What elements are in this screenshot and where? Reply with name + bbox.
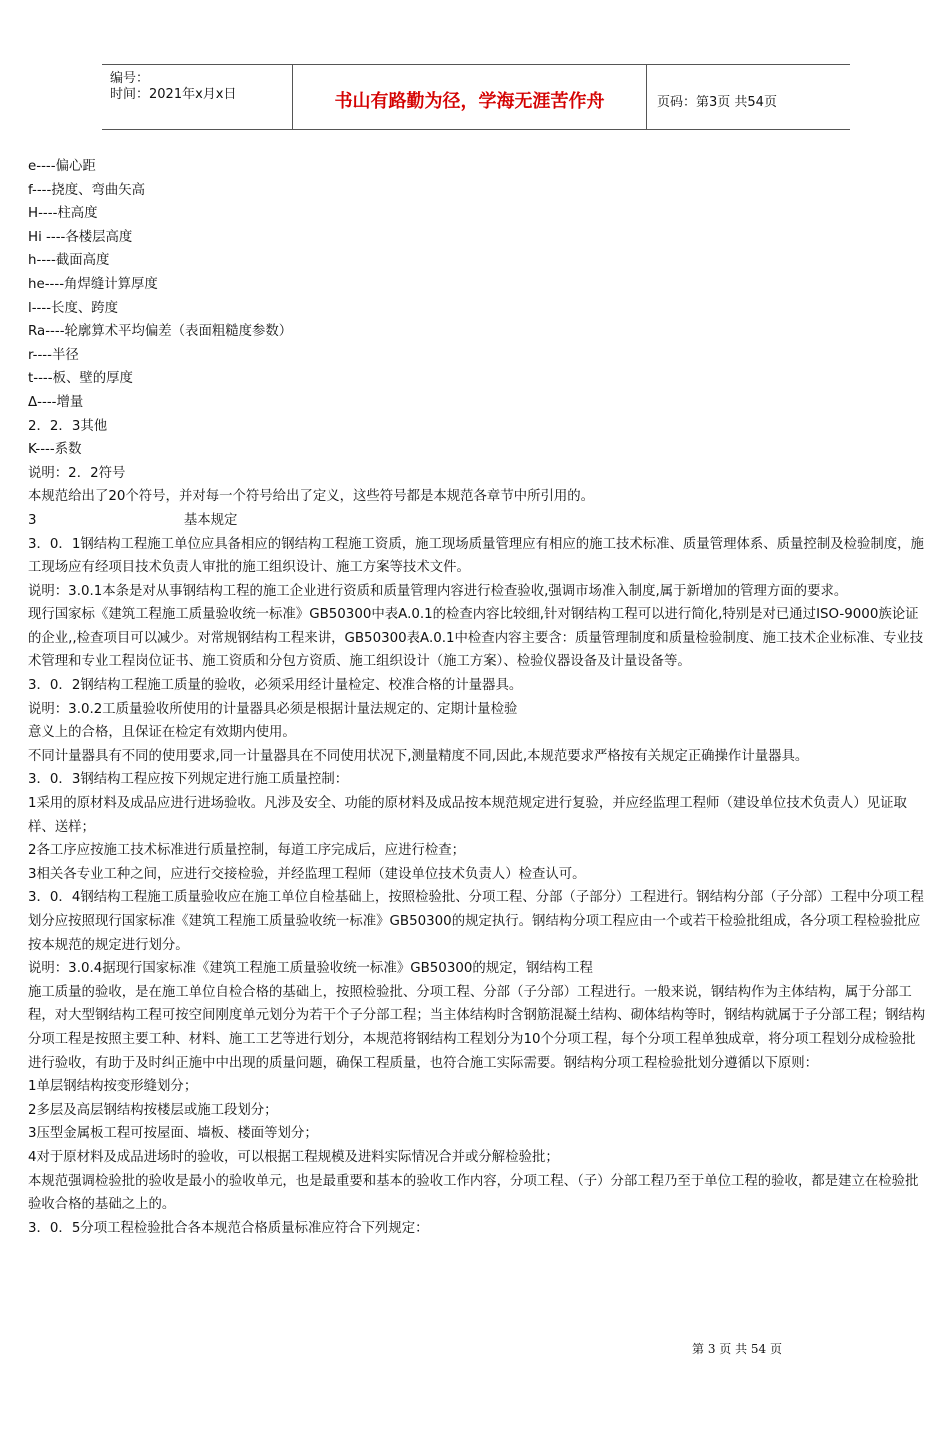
- text-line: f----挠度、弯曲矢高: [28, 182, 146, 198]
- text-line: 说明：2．2符号: [28, 465, 126, 481]
- text-line: e----偏心距: [28, 159, 96, 174]
- page-footer: 第 3 页 共 54 页: [692, 1342, 782, 1356]
- motto-text: 书山有路勤为径，学海无涯苦作舟: [334, 91, 605, 112]
- paragraph: 本规范给出了20个符号，并对每一个符号给出了定义，这些符号都是本规范各章节中所引用的。: [28, 489, 595, 505]
- paragraph: 3．0．3钢结构工程应按下列规定进行施工质量控制：: [28, 772, 349, 788]
- paragraph: 说明：3.0.2工质量验收所使用的计量器具必须是根据计量法规定的、定期计量检验: [28, 701, 518, 717]
- paragraph: 意义上的合格，且保证在检定有效期内使用。: [28, 725, 296, 741]
- paragraph: 3．0．4钢结构工程施工质量验收应在施工单位自检基础上，按照检验批、分项工程、分部（子部分）工程进行。钢结构分部（子分部）工程中分项工程划分应按照现行国家标准《建筑工程施工质量验收统一标准》GB50300的规定执行。钢结构分项工程应由一个或若干检验批组成，各分项工程检验批应按本规范的规定进行划分。: [28, 890, 924, 953]
- text-line: h----截面高度: [28, 253, 110, 269]
- page-info: 页码：第3页 共54页: [657, 95, 777, 110]
- paragraph: 说明：3.0.1本条是对从事钢结构工程的施工企业进行资质和质量管理内容进行检查验收,强调市场准入制度,属于新增加的管理方面的要求。: [28, 583, 848, 599]
- header-page-cell: [647, 65, 850, 129]
- list-item: 1单层钢结构按变形缝划分；: [28, 1079, 198, 1095]
- list-item: 1采用的原材料及成品应进行进场验收。凡涉及安全、功能的原材料及成品按本规范规定进行复验，并应经监理工程师（建设单位技术负责人）见证取样、送样；: [28, 796, 907, 835]
- header-meta-cell: [102, 65, 293, 129]
- paragraph: 说明：3.0.4据现行国家标准《建筑工程施工质量验收统一标准》GB50300的规定，钢结构工程: [28, 961, 593, 977]
- list-item: 2各工序应按施工技术标准进行质量控制，每道工序完成后，应进行检查；: [28, 843, 466, 859]
- paragraph: 3．0．5分项工程检验批合各本规范合格质量标准应符合下列规定：: [28, 1220, 429, 1236]
- paragraph: 不同计量器具有不同的使用要求,同一计量器具在不同使用状况下,测量精度不同,因此,本规范要求严格按有关规定正确操作计量器具。: [28, 748, 809, 764]
- page-header: [102, 64, 850, 130]
- paragraph: 本规范强调检验批的验收是最小的验收单元，也是最重要和基本的验收工作内容，分项工程、（子）分部工程乃至于单位工程的验收，都是建立在检验批验收合格的基础之上的。: [28, 1173, 919, 1213]
- paragraph: 施工质量的验收，是在施工单位自检合格的基础上，按照检验批、分项工程、分部（子分部）工程进行。一般来说，钢结构作为主体结构，属于分部工程，对大型钢结构工程可按空间刚度单元划分为若干个子分部工程；当主体结构时含钢筋混凝土结构、砌体结构等时，钢结构就属于子分部工程；钢结构分项工程是按照主要工种、材料、施工工艺等进行划分，本规范将钢结构工程划分为10个分项工程，每个分项工程单独成章，将分项工程划分成检验批进行验收，有助于及时纠正施中中出现的质量问题，确保工程质量，也符合施工实际需要。钢结构分项工程检验批划分遵循以下原则：: [28, 984, 926, 1071]
- text-line: he----角焊缝计算厚度: [28, 276, 158, 292]
- document-body: [28, 155, 926, 1240]
- number-label: 编号：: [110, 71, 150, 86]
- paragraph: 3．0．2钢结构工程施工质量的验收，必须采用经计量检定、校准合格的计量器具。: [28, 678, 523, 694]
- list-item: 3压型金属板工程可按屋面、墙板、楼面等划分；: [28, 1126, 318, 1142]
- text-line: K----系数: [28, 442, 82, 458]
- header-motto-cell: [293, 65, 647, 129]
- chapter-heading: 3 基本规定: [28, 512, 238, 528]
- text-line: Ra----轮廓算术平均偏差（表面粗糙度参数）: [28, 324, 293, 340]
- text-line: l----长度、跨度: [28, 300, 119, 316]
- text-line: t----板、壁的厚度: [28, 371, 133, 387]
- text-line: Hi ----各楼层高度: [28, 229, 133, 245]
- list-item: 3相关各专业工种之间，应进行交接检验，并经监理工程师（建设单位技术负责人）检查认可。: [28, 866, 586, 882]
- section-heading: 2．2．3其他: [28, 418, 108, 434]
- paragraph: 现行国家标《建筑工程施工质量验收统一标准》GB50300中表A.0.1的检查内容比较细,针对钢结构工程可以进行简化,特别是对已通过ISO-9000族论证的企业,,检查项目可以减少。对常规钢结构工程来讲，GB50300表A.0.1中检查内容主要含：质量管理制度和质量检验制度、施工技术企业标准、专业技术管理和专业工程岗位证书、施工资质和分包方资质、施工组织设计（施工方案）、检验仪器设备及计量设备等。: [28, 607, 924, 670]
- text-line: H----柱高度: [28, 206, 98, 222]
- list-item: 2多层及高层钢结构按楼层或施工段划分；: [28, 1102, 278, 1118]
- paragraph: 3．0．1钢结构工程施工单位应具备相应的钢结构工程施工资质，施工现场质量管理应有相应的施工技术标准、质量管理体系、质量控制及检验制度，施工现场应有经项目技术负责人审批的施工组织设计、施工方案等技术文件。: [28, 536, 924, 576]
- list-item: 4对于原材料及成品进场时的验收，可以根据工程规模及进料实际情况合并或分解检验批；: [28, 1149, 559, 1165]
- text-line: r----半径: [28, 347, 79, 363]
- time-label: 时间：2021年x月x日: [110, 87, 237, 102]
- text-line: Δ----增量: [28, 394, 84, 410]
